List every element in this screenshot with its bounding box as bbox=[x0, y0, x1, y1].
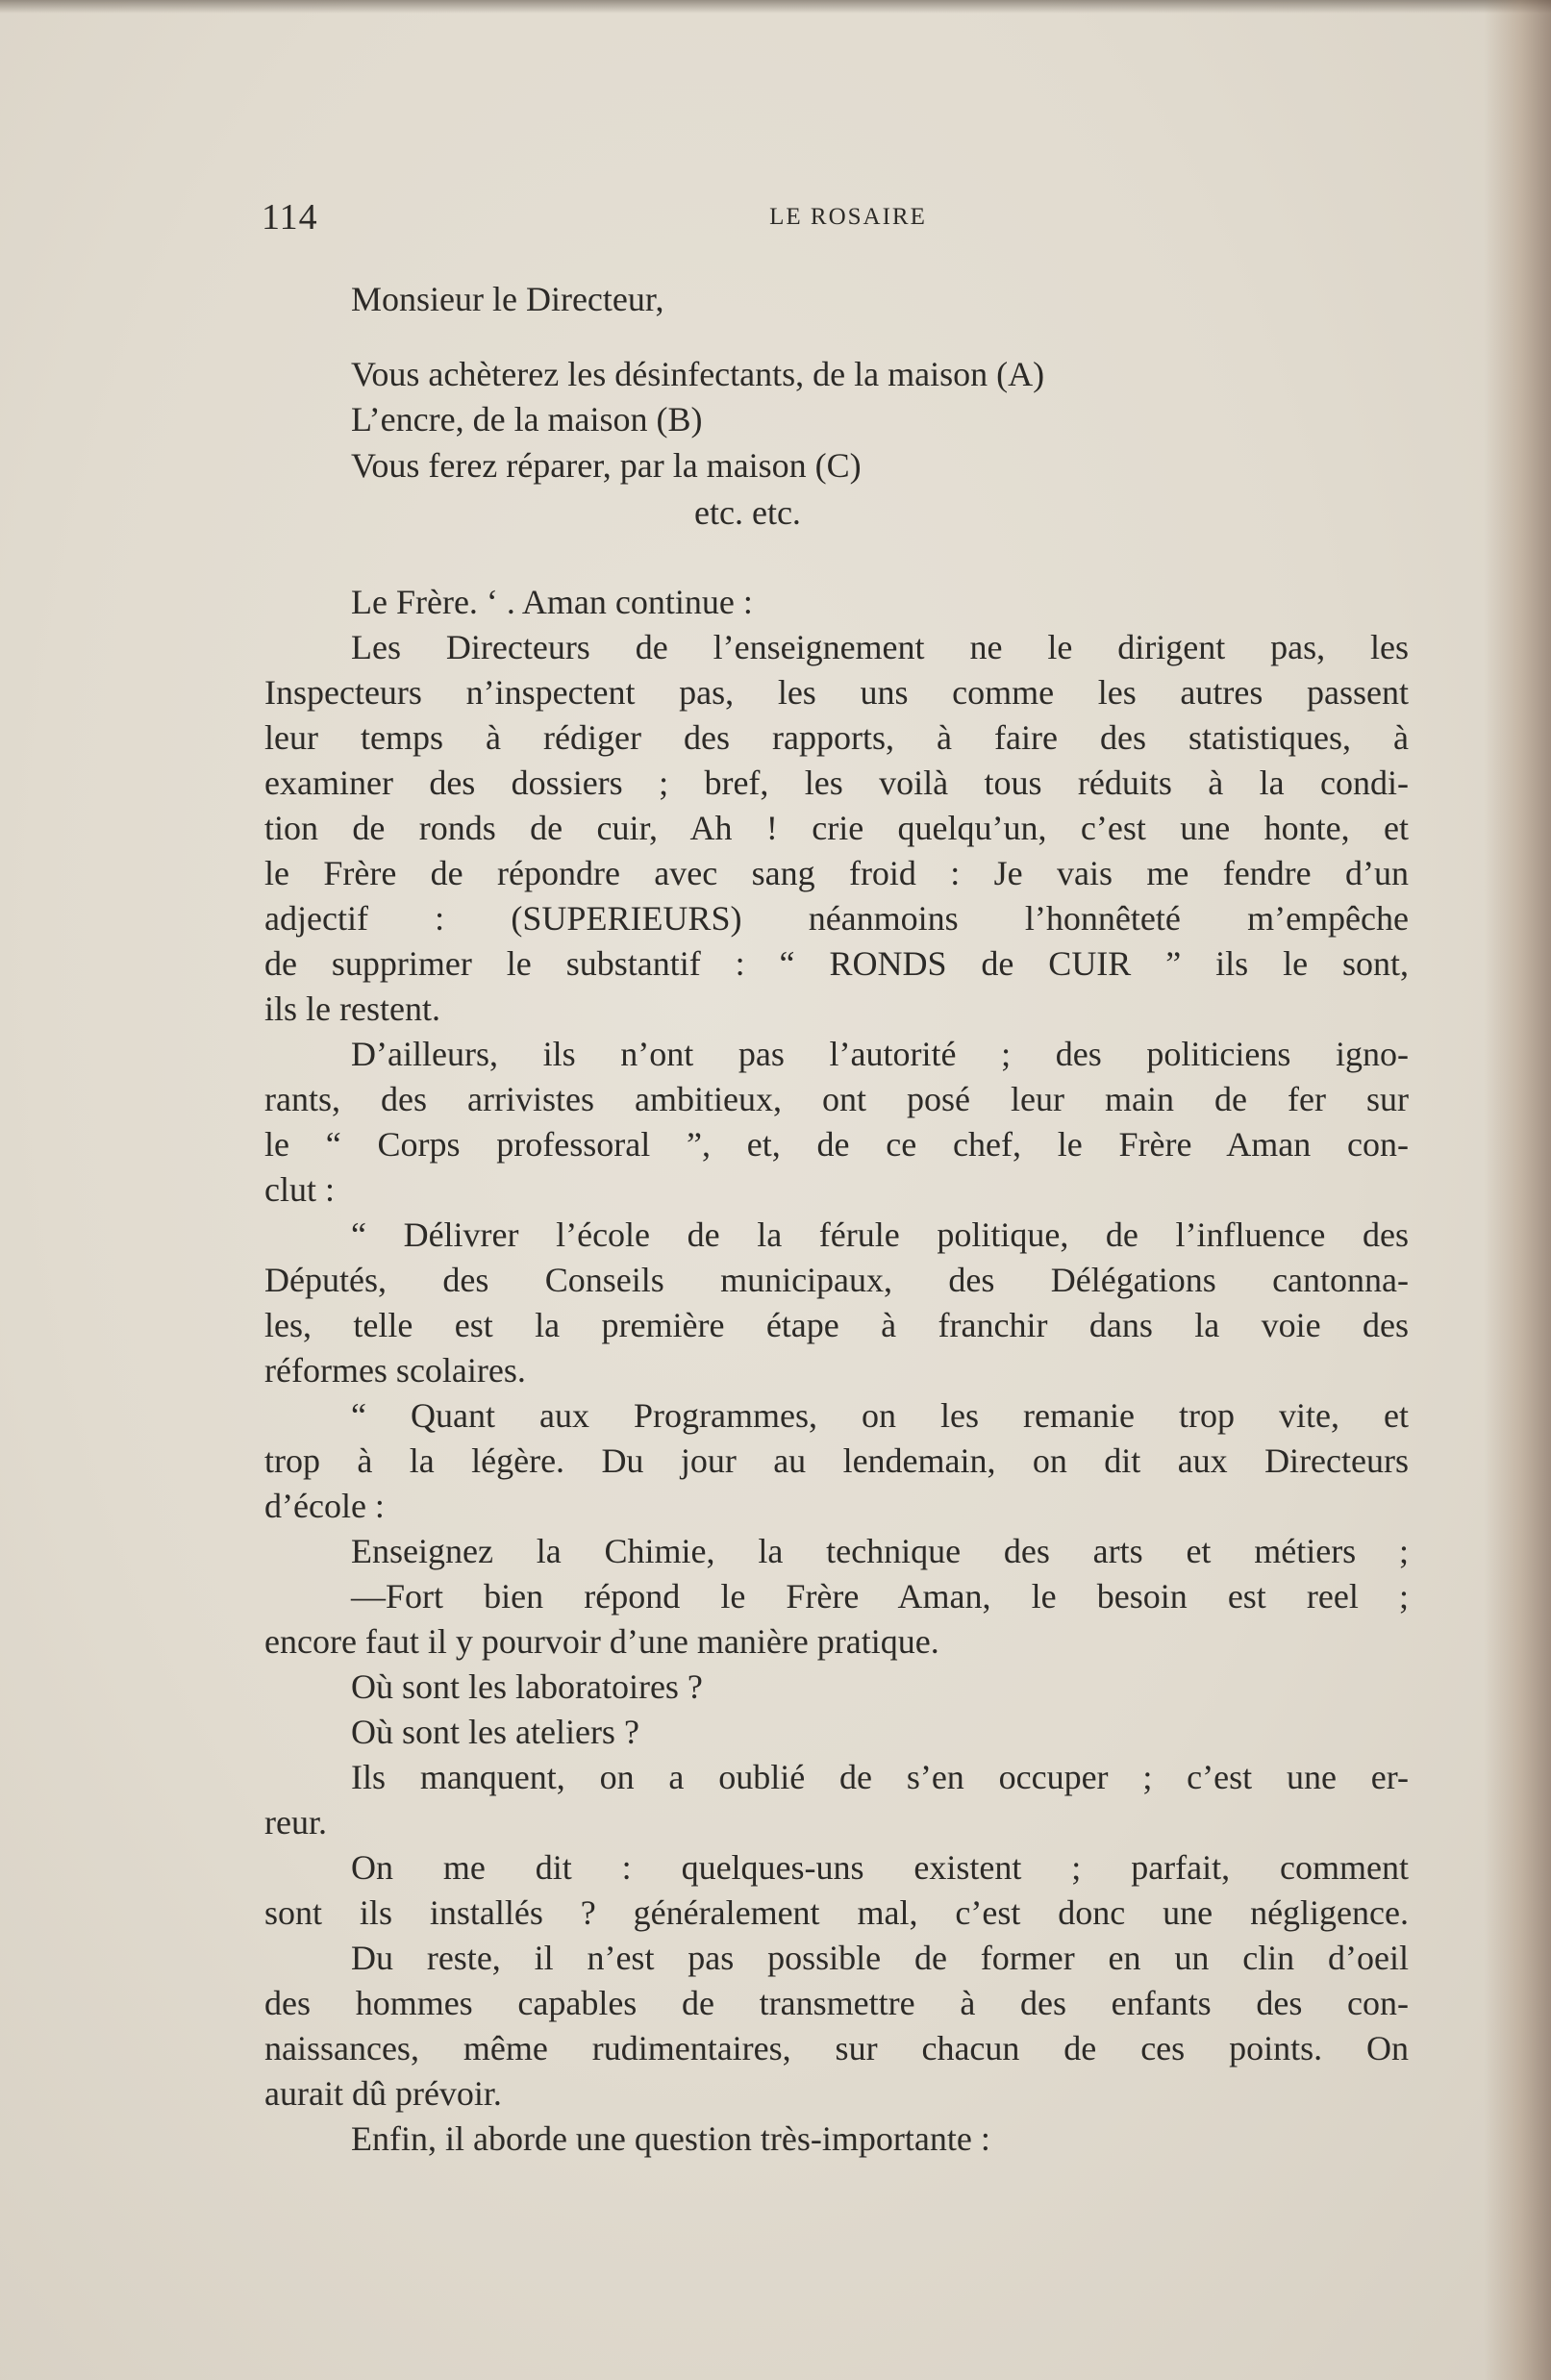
salutation-line: Monsieur le Directeur, bbox=[351, 280, 664, 318]
text-line: Ils manquent, on a oublié de s’en occuper ; c’est une er- bbox=[351, 1758, 1409, 1796]
text-line: Du reste, il n’est pas possible de former en un clin d’oeil bbox=[351, 1939, 1409, 1977]
text-line: de supprimer le substantif : “ RONDS de CUIR ” ils le sont, bbox=[264, 944, 1409, 983]
text-line: le “ Corps professoral ”, et, de ce chef, le Frère Aman con- bbox=[264, 1125, 1409, 1164]
text-line: Députés, des Conseils municipaux, des Délégations cantonna- bbox=[264, 1261, 1409, 1299]
text-line: sont ils installés ? généralement mal, c’est donc une négligence. bbox=[264, 1893, 1409, 1932]
text-line: tion de ronds de cuir, Ah ! crie quelqu’un, c’est une honte, et bbox=[264, 809, 1409, 847]
text-line: Le Frère. ‘ . Aman continue : bbox=[351, 583, 753, 621]
text-line: Enseignez la Chimie, la technique des arts et métiers ; bbox=[351, 1532, 1409, 1570]
running-title: LE ROSAIRE bbox=[769, 204, 927, 230]
text-line: clut : bbox=[264, 1170, 335, 1209]
text-line: d’école : bbox=[264, 1487, 385, 1525]
text-line: examiner des dossiers ; bref, les voilà tous réduits à la condi- bbox=[264, 764, 1409, 802]
text-line: Vous achèterez les désinfectants, de la maison (A) bbox=[351, 355, 1045, 393]
text-line: encore faut il y pourvoir d’une manière pratique. bbox=[264, 1622, 939, 1661]
text-line: naissances, même rudimentaires, sur chacun de ces points. On bbox=[264, 2029, 1409, 2067]
text-line: Inspecteurs n’inspectent pas, les uns comme les autres passent bbox=[264, 673, 1409, 712]
text-line: rants, des arrivistes ambitieux, ont posé leur main de fer sur bbox=[264, 1080, 1409, 1118]
text-line: L’encre, de la maison (B) bbox=[351, 400, 703, 438]
text-line: Enfin, il aborde une question très-importante : bbox=[351, 2119, 990, 2158]
text-line: trop à la légère. Du jour au lendemain, on dit aux Directeurs bbox=[264, 1441, 1409, 1480]
text-line: Vous ferez réparer, par la maison (C) bbox=[351, 446, 862, 485]
text-line: des hommes capables de transmettre à des enfants des con- bbox=[264, 1984, 1409, 2022]
text-line: etc. etc. bbox=[694, 493, 801, 532]
text-line: —Fort bien répond le Frère Aman, le besoin est reel ; bbox=[351, 1577, 1409, 1616]
text-line: le Frère de répondre avec sang froid : Je vais me fendre d’un bbox=[264, 854, 1409, 892]
text-line: Les Directeurs de l’enseignement ne le dirigent pas, les bbox=[351, 628, 1409, 666]
text-line: On me dit : quelques-uns existent ; parfait, comment bbox=[351, 1848, 1409, 1887]
text-line: leur temps à rédiger des rapports, à faire des statistiques, à bbox=[264, 718, 1409, 757]
text-line: adjectif : (SUPERIEURS) néanmoins l’honnêteté m’empêche bbox=[264, 899, 1409, 938]
text-line: Où sont les ateliers ? bbox=[351, 1713, 639, 1751]
text-line: D’ailleurs, ils n’ont pas l’autorité ; des politiciens igno- bbox=[351, 1035, 1409, 1073]
text-line: “ Délivrer l’école de la férule politique, de l’influence des bbox=[351, 1215, 1409, 1254]
text-line: ils le restent. bbox=[264, 990, 440, 1028]
page-number: 114 bbox=[262, 197, 318, 238]
text-line: “ Quant aux Programmes, on les remanie trop vite, et bbox=[351, 1396, 1409, 1435]
text-line: les, telle est la première étape à franchir dans la voie des bbox=[264, 1306, 1409, 1344]
text-line: reur. bbox=[264, 1803, 327, 1841]
text-line: Où sont les laboratoires ? bbox=[351, 1667, 703, 1706]
text-line: aurait dû prévoir. bbox=[264, 2074, 502, 2113]
text-line: réformes scolaires. bbox=[264, 1351, 526, 1390]
